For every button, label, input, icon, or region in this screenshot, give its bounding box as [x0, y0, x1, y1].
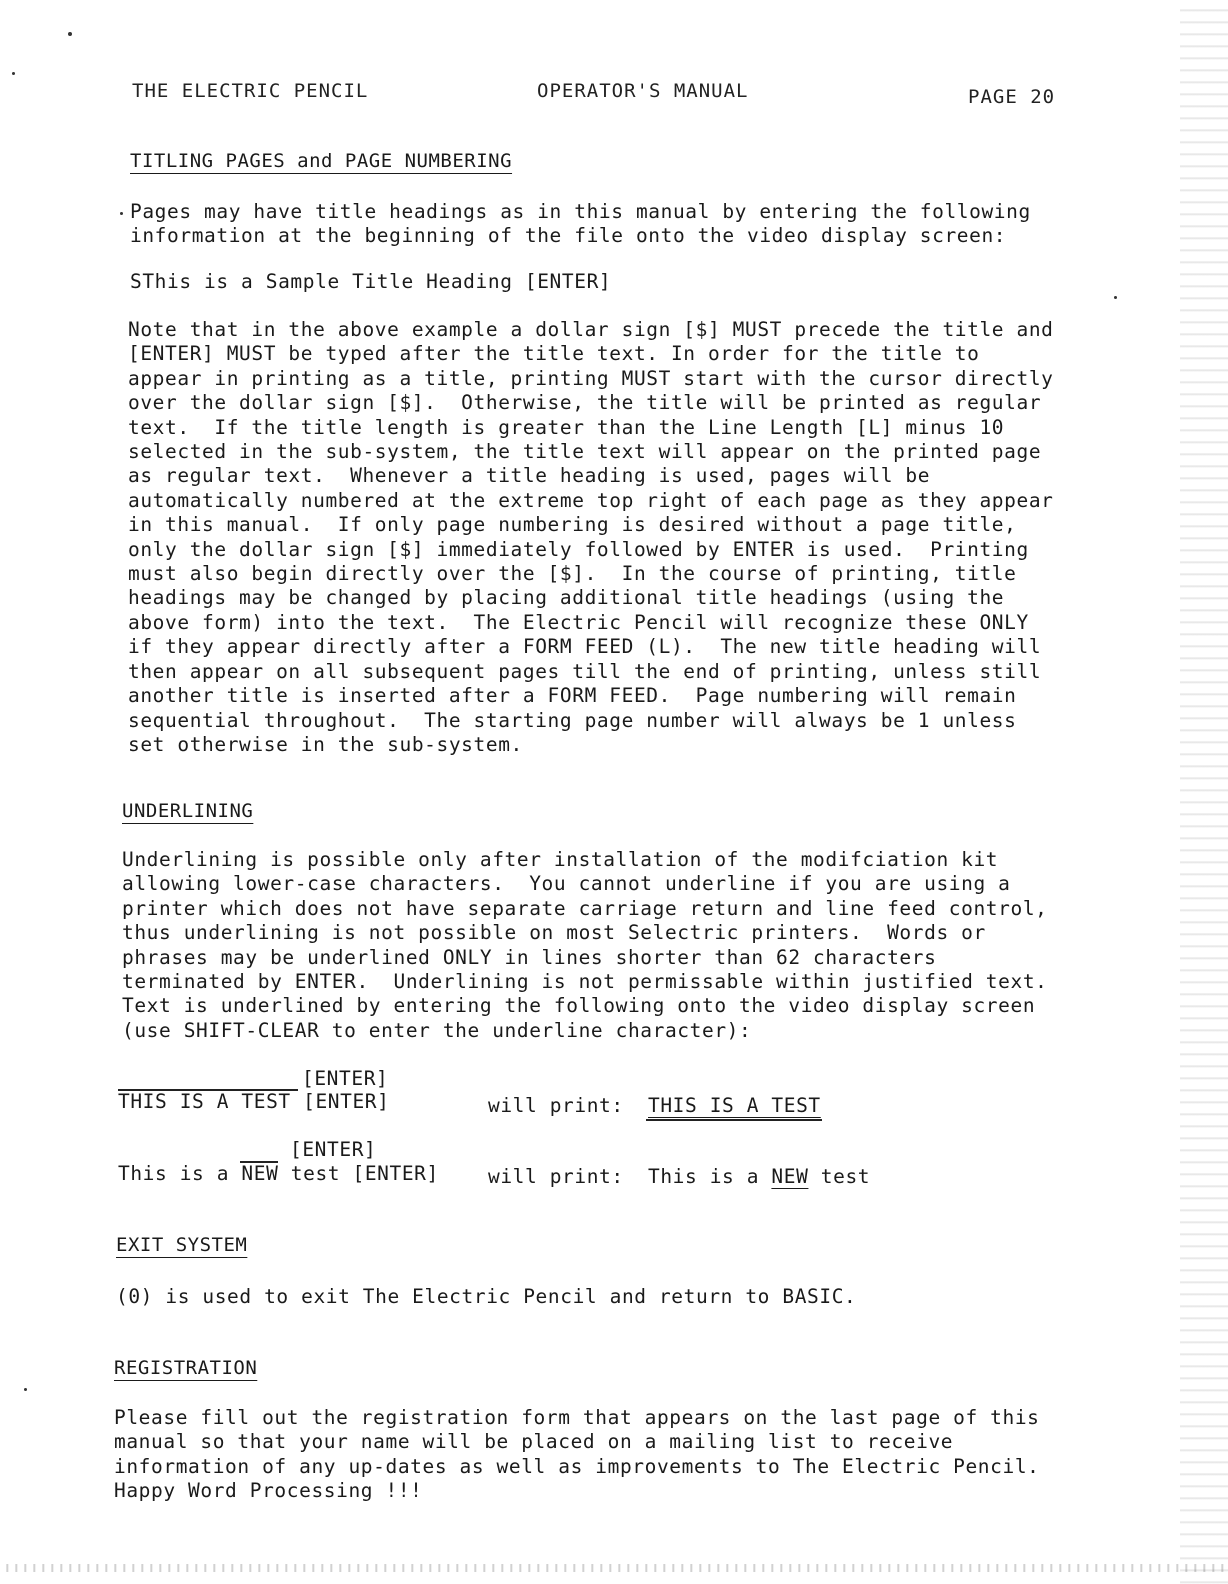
text-line: headings may be changed by placing additional title headings (using the: [128, 586, 1005, 610]
example2-output-word: NEW: [771, 1165, 809, 1188]
example2-will-print: will print:: [488, 1165, 624, 1188]
example2-input-post: test [ENTER]: [278, 1162, 439, 1185]
text-line: Happy Word Processing !!!: [114, 1479, 423, 1503]
text-line: set otherwise in the sub-system.: [128, 732, 523, 756]
text-line: Underlining is possible only after installation of the modifciation kit: [122, 848, 999, 871]
text-line: if they appear directly after a FORM FEED (L). The new title heading will: [128, 635, 1042, 659]
text-line: text. If the title length is greater than the Line Length [L] minus 10: [128, 415, 1005, 439]
example1-will-print: will print:: [488, 1094, 624, 1117]
example1-input: [118, 1090, 390, 1113]
text-line: manual so that your name will be placed on a mailing list to receive: [114, 1430, 954, 1454]
text-line: above form) into the text. The Electric Pencil will recognize these ONLY: [128, 610, 1029, 634]
example2-input: [118, 1162, 439, 1185]
titling-body: [128, 318, 1068, 757]
text-line: Note that in the above example a dollar sign [$] MUST precede the title and: [128, 318, 1054, 341]
text-line: phrases may be underlined ONLY in lines shorter than 62 characters: [122, 945, 937, 969]
text-line: only the dollar sign [$] immediately followed by ENTER is used. Printing: [128, 537, 1029, 561]
example2-output: [648, 1165, 870, 1188]
scan-bottom-noise: [0, 1564, 1228, 1572]
section-title-underlining: UNDERLINING: [122, 800, 254, 822]
text-line: [ENTER] MUST be typed after the title text. In order for the title to: [128, 342, 980, 366]
text-line: another title is inserted after a FORM FEED. Page numbering will remain: [128, 684, 1017, 708]
text-line: in this manual. If only page numbering is desired without a page title,: [128, 513, 1017, 537]
enter-marker-top: [ENTER]: [302, 1067, 389, 1090]
text-line: then appear on all subsequent pages till the end of printing, unless still: [128, 659, 1042, 683]
example2-input-pre: This is a: [118, 1162, 242, 1185]
text-line: Please fill out the registration form that appears on the last page of this: [114, 1406, 1040, 1429]
underlining-body: [122, 848, 1062, 1043]
text-line: (use SHIFT-CLEAR to enter the underline character):: [122, 1018, 752, 1042]
example2-input-word: NEW: [241, 1162, 279, 1185]
text-line: information of any up-dates as well as improvements to The Electric Pencil.: [114, 1454, 1040, 1478]
section-title-registration: REGISTRATION: [114, 1357, 258, 1379]
header-left: THE ELECTRIC PENCIL: [132, 80, 369, 102]
scan-speck: [68, 32, 72, 36]
text-line: information at the beginning of the file onto the video display screen:: [130, 224, 1007, 248]
header-page-number: PAGE 20: [968, 86, 1056, 108]
text-line: Text is underlined by entering the following onto the video display screen: [122, 994, 1036, 1018]
section-title-exit-system: EXIT SYSTEM: [116, 1234, 248, 1256]
text-line: appear in printing as a title, printing MUST start with the cursor directly: [128, 366, 1054, 390]
scan-speck: [24, 1388, 27, 1391]
example2-output-post: test: [808, 1165, 871, 1188]
titling-intro: [130, 200, 1070, 249]
example1-input-enter: [ENTER]: [303, 1090, 390, 1113]
section-title-titling: TITLING PAGES and PAGE NUMBERING: [130, 150, 513, 172]
text-line: terminated by ENTER. Underlining is not permissable within justified text.: [122, 970, 1048, 994]
text-line: thus underlining is not possible on most Selectric printers. Words or: [122, 921, 986, 945]
enter-marker-top: [ENTER]: [290, 1138, 377, 1161]
text-line: allowing lower-case characters. You cannot underline if you are using a: [122, 872, 1011, 896]
example1-output-rule: [646, 1119, 822, 1121]
text-line: automatically numbered at the extreme top right of each page as they appear: [128, 488, 1054, 512]
example1-input-text: THIS IS A TEST: [118, 1090, 291, 1113]
scan-speck: [12, 72, 15, 75]
registration-body: [114, 1406, 1054, 1504]
text-line: printer which does not have separate carriage return and line feed control,: [122, 896, 1048, 920]
text-line: must also begin directly over the [$]. In the course of printing, title: [128, 562, 1017, 586]
scan-speck: [120, 212, 123, 215]
text-line: sequential throughout. The starting page number will always be 1 unless: [128, 708, 1017, 732]
header-center: OPERATOR'S MANUAL: [537, 80, 749, 102]
scan-edge-noise: [1180, 0, 1228, 1584]
text-line: over the dollar sign [$]. Otherwise, the title will be printed as regular: [128, 391, 1042, 415]
text-line: selected in the sub-system, the title text will appear on the printed page: [128, 440, 1042, 464]
text-line: Pages may have title headings as in this manual by entering the following: [130, 200, 1031, 223]
sample-title-heading: SThis is a Sample Title Heading [ENTER]: [130, 270, 612, 293]
text-line: as regular text. Whenever a title heading is used, pages will be: [128, 464, 931, 488]
scan-speck: [1114, 296, 1117, 299]
example1-output: THIS IS A TEST: [648, 1094, 821, 1117]
exit-system-text: (0) is used to exit The Electric Pencil and return to BASIC.: [116, 1285, 857, 1308]
example2-output-pre: This is a: [648, 1165, 772, 1188]
